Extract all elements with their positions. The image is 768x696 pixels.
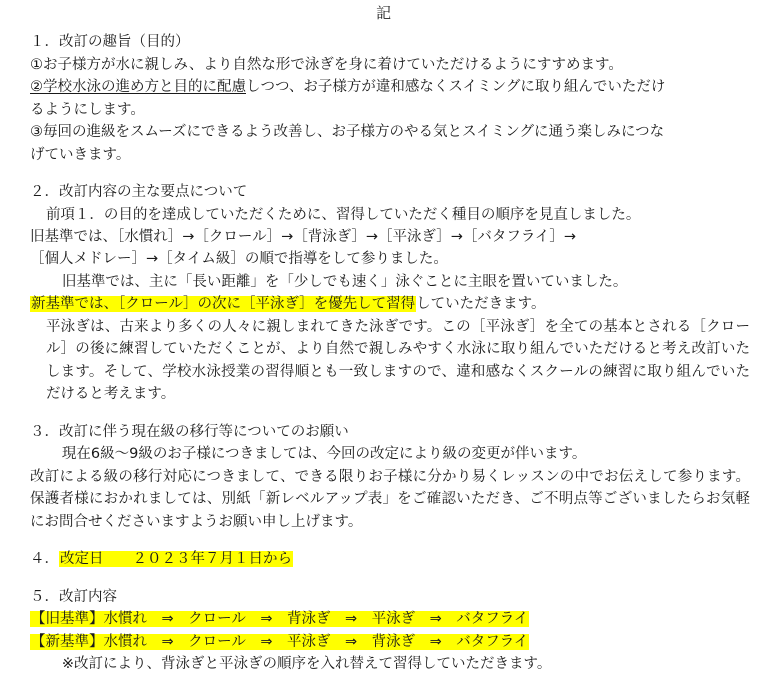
section-1-item-3: ③毎回の進級をスムーズにできるよう改善し、お子様方のやる気とスイミングに通う楽しみにつな [30,124,665,141]
document-page [0,2,768,696]
spacer-3 [0,533,768,548]
section-1 [0,31,768,166]
section-1-item-2-underlined: ②学校水泳の進め方と目的に配慮 [30,79,246,96]
document-heading: 記 [376,4,392,22]
section-1-item-1: ①お子様方が水に親しみ、より自然な形で泳ぎを身に着けていただけるようにすすめます。 [30,56,623,73]
section-3-line-1: 現在6級～9級のお子様につきましては、今回の改定により級の変更が伴います。 [61,446,587,463]
spacer-4 [0,571,768,586]
section-2-title: ２．改訂内容の主な要点について [30,184,248,201]
section-1-item-2-cont: るようにします。 [30,101,145,118]
section-3-paragraph: 改訂による級の移行対応につきまして、できる限りお子様に分かり易くレッスンの中でお伝えして参ります。保護者様におかれましては、別紙「新レベルアップ表」をご確認いただき、ご不明点等ございましたらお気軽にお問合せくださいますようお願い申し上げます。 [30,468,750,530]
section-1-title: １．改訂の趣旨（目的） [30,34,190,51]
section-2-highlight-text: 新基準では、［クロール］の次に［平泳ぎ］を優先して習得 [31,296,416,313]
section-5-row-new [30,631,750,653]
section-5-title: ５．改訂内容 [30,588,117,605]
section-5-row-new-text: 【新基準】水慣れ ⇒ クロール ⇒ 平泳ぎ ⇒ 背泳ぎ ⇒ バタフライ [31,633,529,650]
section-3-title: ３．改訂に伴う現在級の移行等についてのお願い [30,423,349,440]
section-1-item-2 [30,76,750,98]
section-5-row-old [30,608,750,630]
section-1-item-2-rest: しつつ、お子様方が違和感なくスイミングに取り組んでいただけ [246,79,666,96]
section-2-highlight-line [30,293,750,315]
section-2-line-4: 旧基準では、主に「長い距離」を「少しでも速く」泳ぐことに主眼を置いていました。 [61,273,628,290]
section-5-note: ※改訂により、背泳ぎと平泳ぎの順序を入れ替えて習得していただきます。 [61,655,552,672]
section-4 [0,548,768,570]
section-4-label: ４． [30,551,59,568]
spacer-1 [0,166,768,181]
section-2-highlight-rest: していただきます。 [416,296,546,313]
section-4-date-highlight: 改定日 ２０２３年７月１日から [60,551,292,568]
section-2-line-3: ［個人メドレー］→［タイム級］の順で指導をして参りました。 [30,251,448,268]
section-5-row-old-text: 【旧基準】水慣れ ⇒ クロール ⇒ 背泳ぎ ⇒ 平泳ぎ ⇒ バタフライ [31,611,529,628]
section-3 [0,421,768,533]
section-4-line [30,548,750,570]
section-2-line-1: 前項１．の目的を達成していただくために、習得していただく種目の順序を見直しました。 [45,206,641,223]
spacer-2 [0,406,768,421]
section-2-line-2: 旧基準では、［水慣れ］→［クロール］→［背泳ぎ］→［平泳ぎ］→［バタフライ］→ [30,229,577,245]
section-5 [0,586,768,676]
section-1-item-3-cont: げていきます。 [30,146,131,163]
section-2 [0,181,768,406]
section-2-paragraph: 平泳ぎは、古来より多くの人々に親しまれてきた泳ぎです。この［平泳ぎ］を全ての基本とされる［クロール］の後に練習していただくことが、より自然で親しみやすく水泳に取り組んでいただけると考え改訂いたします。そして、学校水泳授業の習得順とも一致しますので、違和感なくスクールの練習に取り組んでいただけると考えます。 [45,318,750,403]
